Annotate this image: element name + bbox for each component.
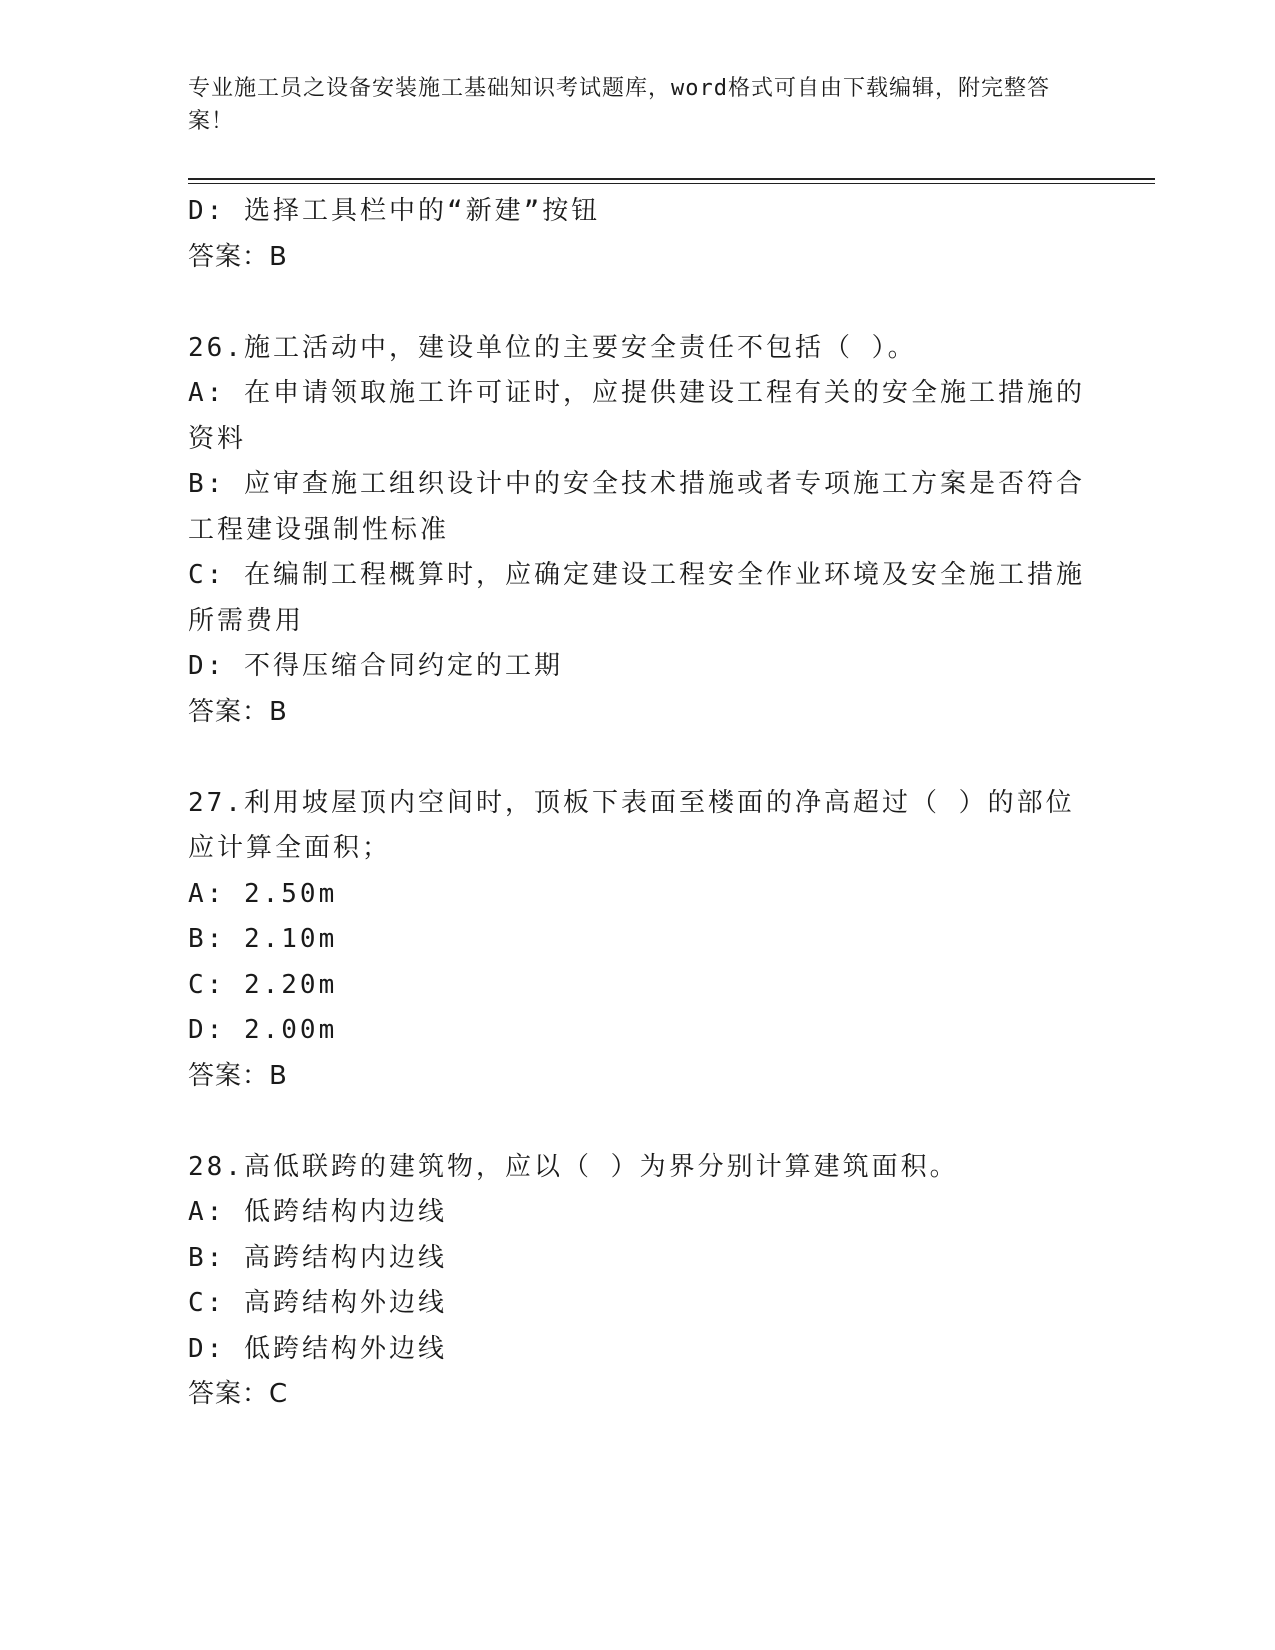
page-header — [188, 72, 1068, 138]
question-27 — [188, 781, 1088, 1100]
option-d: D: 不得压缩合同约定的工期 — [188, 651, 563, 681]
option-d: D: 低跨结构外边线 — [188, 1333, 447, 1364]
question-26 — [188, 326, 1088, 736]
option-b: B: 应审查施工组织设计中的安全技术措施或者专项施工方案是否符合 — [188, 469, 1085, 499]
option-d: D: 选择工具栏中的“新建”按钮 — [188, 196, 601, 226]
option-a-continued: 资料 — [188, 423, 247, 454]
question-content — [188, 189, 1088, 1418]
option-d: D: 2.00m — [188, 1015, 338, 1045]
spacer — [188, 735, 1088, 781]
option-b-continued: 工程建设强制性标准 — [188, 514, 450, 545]
answer-label: 答案：B — [188, 1060, 288, 1091]
answer-label: 答案：C — [188, 1379, 289, 1409]
header-rule-thin — [188, 183, 1155, 184]
answer-label: 答案：B — [188, 696, 288, 727]
answer-label: 答案：B — [188, 241, 288, 272]
option-a: A: 2.50m — [188, 878, 338, 909]
option-b: B: 2.10m — [188, 924, 338, 954]
question-28 — [188, 1145, 1088, 1418]
option-c: C: 在编制工程概算时，应确定建设工程安全作业环境及安全施工措施 — [188, 560, 1085, 590]
option-b: B: 高跨结构内边线 — [188, 1242, 447, 1273]
question-25-tail — [188, 189, 1088, 280]
question-stem: 28.高低联跨的建筑物，应以（ ）为界分别计算建筑面积。 — [188, 1151, 959, 1182]
header-text: 专业施工员之设备安装施工基础知识考试题库，word格式可自由下载编辑，附完整答案！ — [188, 76, 1050, 134]
question-stem-continued: 应计算全面积； — [188, 833, 392, 863]
option-c: C: 高跨结构外边线 — [188, 1288, 447, 1318]
header-rule-thick — [188, 178, 1155, 180]
option-c-continued: 所需费用 — [188, 605, 305, 636]
question-stem: 26.施工活动中，建设单位的主要安全责任不包括（ ）。 — [188, 332, 917, 363]
spacer — [188, 280, 1088, 326]
option-c: C: 2.20m — [188, 969, 338, 1000]
spacer — [188, 1099, 1088, 1145]
question-stem: 27.利用坡屋顶内空间时，顶板下表面至楼面的净高超过（ ）的部位 — [188, 787, 1075, 818]
option-a: A: 低跨结构内边线 — [188, 1197, 447, 1227]
option-a: A: 在申请领取施工许可证时，应提供建设工程有关的安全施工措施的 — [188, 378, 1085, 408]
